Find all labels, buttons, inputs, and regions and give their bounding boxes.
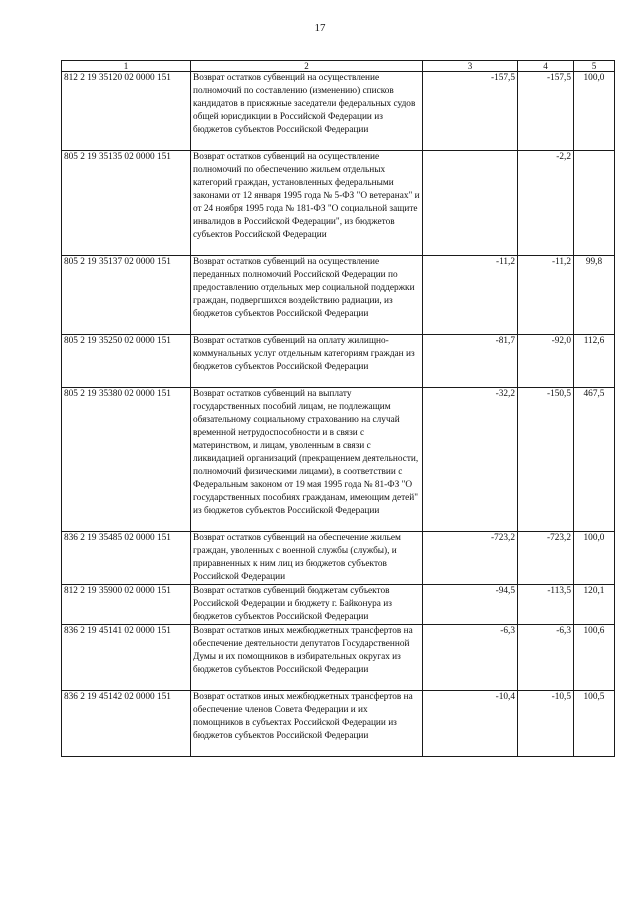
budget-code: 805 2 19 35137 02 0000 151 <box>62 256 191 335</box>
value-col-4: -723,2 <box>518 532 574 585</box>
percent-col-5: 467,5 <box>574 388 615 532</box>
value-col-3: -6,3 <box>423 625 518 691</box>
page-number: 17 <box>314 22 326 34</box>
budget-code: 805 2 19 35380 02 0000 151 <box>62 388 191 532</box>
budget-code: 836 2 19 35485 02 0000 151 <box>62 532 191 585</box>
value-col-3 <box>423 151 518 256</box>
value-col-3: -11,2 <box>423 256 518 335</box>
header-col-5: 5 <box>574 61 615 72</box>
item-description: Возврат остатков субвенций на осуществление полномочий по составлению (изменению) списков кандидатов в присяжные заседатели федеральных судов общей юрисдикции в Российской Федерации из бюджетов субъектов Российской Федерации <box>191 72 423 151</box>
value-col-4: -92,0 <box>518 335 574 388</box>
value-col-4: -150,5 <box>518 388 574 532</box>
header-col-3: 3 <box>423 61 518 72</box>
table-row <box>62 335 615 388</box>
table-row <box>62 72 615 151</box>
table-header-row <box>62 61 615 72</box>
item-description: Возврат остатков субвенций на осуществление полномочий по обеспечению жильем отдельных категорий граждан, установленных федеральными законами от 12 января 1995 года № 5-ФЗ "О ветеранах" и от 24 ноября 1995 года № 181-ФЗ "О социальной защите инвалидов в Российской Федерации", из бюджетов субъектов Российской Федерации <box>191 151 423 256</box>
budget-code: 805 2 19 35250 02 0000 151 <box>62 335 191 388</box>
item-description: Возврат остатков иных межбюджетных трансфертов на обеспечение членов Совета Федерации и их помощников в субъектах Российской Федерации из бюджетов субъектов Российской Федерации <box>191 691 423 757</box>
value-col-4: -2,2 <box>518 151 574 256</box>
percent-col-5: 99,8 <box>574 256 615 335</box>
table-row <box>62 151 615 256</box>
value-col-3: -94,5 <box>423 585 518 625</box>
value-col-4: -11,2 <box>518 256 574 335</box>
table-row <box>62 625 615 691</box>
header-col-2: 2 <box>191 61 423 72</box>
item-description: Возврат остатков субвенций на обеспечение жильем граждан, уволенных с военной службы (службы), и приравненных к ним лиц из бюджетов субъектов Российской Федерации <box>191 532 423 585</box>
value-col-3: -81,7 <box>423 335 518 388</box>
item-description: Возврат остатков субвенций на оплату жилищно-коммунальных услуг отдельным категориям граждан из бюджетов субъектов Российской Федерации <box>191 335 423 388</box>
item-description: Возврат остатков субвенций бюджетам субъектов Российской Федерации и бюджету г. Байконура из бюджетов субъектов Российской Федерации <box>191 585 423 625</box>
table-row <box>62 256 615 335</box>
table-row <box>62 585 615 625</box>
value-col-3: -157,5 <box>423 72 518 151</box>
header-col-1: 1 <box>62 61 191 72</box>
budget-code: 836 2 19 45142 02 0000 151 <box>62 691 191 757</box>
value-col-4: -10,5 <box>518 691 574 757</box>
table-row <box>62 388 615 532</box>
budget-code: 805 2 19 35135 02 0000 151 <box>62 151 191 256</box>
percent-col-5: 100,5 <box>574 691 615 757</box>
value-col-4: -6,3 <box>518 625 574 691</box>
item-description: Возврат остатков субвенций на выплату государственных пособий лицам, не подлежащим обязательному социальному страхованию на случай временной нетрудоспособности и в связи с материнством, и лицам, уволенным в связи с ликвидацией организаций (прекращением деятельности, полномочий физическими лицами), в соответствии с Федеральным законом от 19 мая 1995 года № 81-ФЗ "О государственных пособиях гражданам, имеющим детей" из бюджетов субъектов Российской Федерации <box>191 388 423 532</box>
value-col-4: -113,5 <box>518 585 574 625</box>
percent-col-5: 100,0 <box>574 532 615 585</box>
percent-col-5: 112,6 <box>574 335 615 388</box>
value-col-4: -157,5 <box>518 72 574 151</box>
percent-col-5 <box>574 151 615 256</box>
header-col-4: 4 <box>518 61 574 72</box>
value-col-3: -32,2 <box>423 388 518 532</box>
budget-code: 812 2 19 35900 02 0000 151 <box>62 585 191 625</box>
percent-col-5: 100,6 <box>574 625 615 691</box>
table-row <box>62 691 615 757</box>
percent-col-5: 100,0 <box>574 72 615 151</box>
table-row <box>62 532 615 585</box>
budget-code: 812 2 19 35120 02 0000 151 <box>62 72 191 151</box>
value-col-3: -723,2 <box>423 532 518 585</box>
value-col-3: -10,4 <box>423 691 518 757</box>
item-description: Возврат остатков иных межбюджетных трансфертов на обеспечение деятельности депутатов Государственной Думы и их помощников в избирательных округах из бюджетов субъектов Российской Федерации <box>191 625 423 691</box>
percent-col-5: 120,1 <box>574 585 615 625</box>
budget-code: 836 2 19 45141 02 0000 151 <box>62 625 191 691</box>
item-description: Возврат остатков субвенций на осуществление переданных полномочий Российской Федерации по предоставлению отдельных мер социальной поддержки граждан, подвергшихся воздействию радиации, из бюджетов субъектов Российской Федерации <box>191 256 423 335</box>
budget-table <box>61 60 615 757</box>
